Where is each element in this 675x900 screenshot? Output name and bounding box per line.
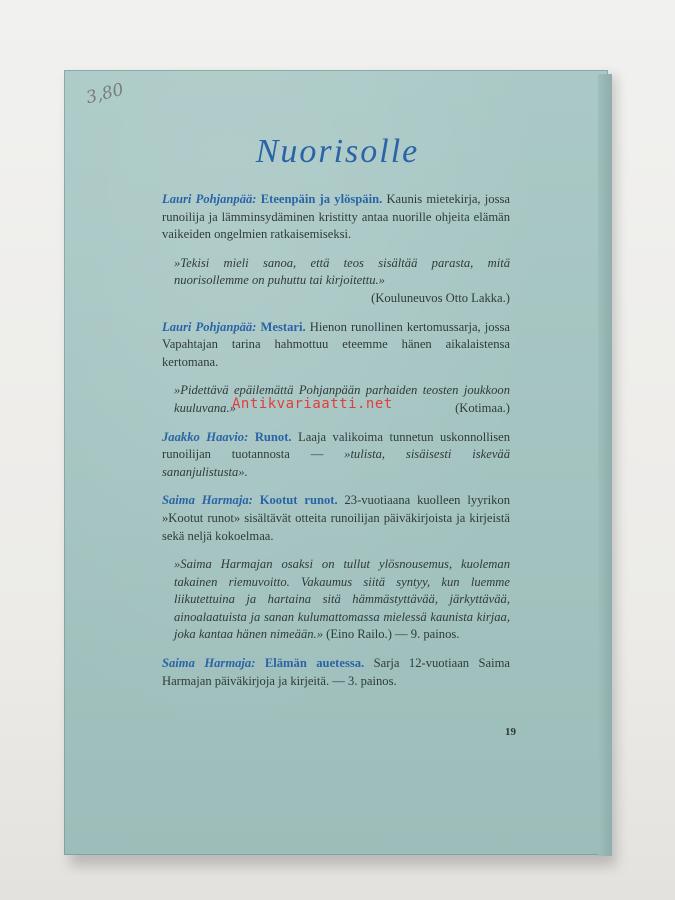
author-name: Lauri Pohjanpää: bbox=[162, 192, 257, 206]
quote-source: (Eino Railo.) — 9. painos. bbox=[323, 627, 460, 642]
book-description: 23-vuotiaana kuolleen lyyrikon »Kootut runot» sisältävät otteita runoilijan päiväkirjoista ja kirjeistä sekä neljä kokoelmaa. bbox=[162, 493, 510, 543]
page-number: 19 bbox=[505, 726, 516, 738]
review-quote bbox=[162, 255, 510, 308]
book-description: Hienon runollinen kertomussarja, jossa Vapahtajan tarina hahmottuu eteemme hänen aikalaistensa kertomana. bbox=[162, 319, 510, 369]
book-title: Runot. bbox=[254, 429, 292, 444]
book-description: Laaja valikoima tunnetun uskonnollisen runoilijan tuotannosta — bbox=[162, 429, 510, 462]
book-description-quote: »tulista, sisäisesti iskevää sananjulistusta». bbox=[162, 447, 510, 479]
quote-source: (Kotimaa.) bbox=[455, 400, 510, 415]
quote-source: (Kouluneuvos Otto Lakka.) bbox=[371, 290, 510, 305]
review-quote bbox=[162, 556, 510, 644]
book-description: Sarja 12-vuotiaan Saima Harmajan päiväkirjoja ja kirjeitä. — 3. painos. bbox=[162, 656, 510, 688]
book-entry bbox=[162, 429, 510, 482]
book-title: Eteenpäin ja ylöspäin. bbox=[260, 192, 383, 206]
quote-text: »Pidettävä epäilemättä Pohjanpään parhaiden teosten joukkoon kuuluvana.» bbox=[174, 383, 510, 415]
page-title: Nuorisolle bbox=[255, 133, 420, 170]
book-description: Kaunis mietekirja, jossa runoilija ja lämminsydäminen kristitty antaa nuorille ohjeita elämän vaikeiden ongelmien ratkaisemiseksi. bbox=[162, 192, 510, 242]
watermark-text: Antikvariaatti.net bbox=[232, 396, 393, 412]
pencil-price-mark: 3,80 bbox=[84, 79, 126, 109]
author-name: Jaakko Haavio: bbox=[162, 429, 249, 444]
book-title: Kootut runot. bbox=[259, 493, 338, 508]
book-title: Elämän auetessa. bbox=[264, 656, 365, 671]
quote-text: »Saima Harmajan osaksi on tullut ylösnousemus, kuoleman takainen riemuvoitto. Vakaumus siitä syntyy, kun luemme liikutettuina ja hartaina sitä hämmästyttävää, järkyttävää, ainoalaatuista ja sanan kulumattomassa mielessä kaunista kirjaa, joka kantaa hänen nimeään.» bbox=[174, 557, 510, 642]
book-title: Mestari. bbox=[260, 319, 306, 334]
quote-text: »Tekisi mieli sanoa, että teos sisältää parasta, mitä nuorisollemme on puhuttu tai kirjoitettu.» bbox=[174, 255, 510, 288]
author-name: Saima Harmaja: bbox=[162, 656, 256, 671]
book-entry bbox=[162, 655, 510, 690]
book-entry bbox=[162, 319, 510, 372]
book-entry bbox=[162, 191, 510, 244]
author-name: Lauri Pohjanpää: bbox=[162, 319, 257, 334]
book-list bbox=[162, 191, 510, 701]
author-name: Saima Harmaja: bbox=[162, 493, 253, 508]
book-spine-edge bbox=[598, 74, 612, 856]
book-entry bbox=[162, 492, 510, 545]
